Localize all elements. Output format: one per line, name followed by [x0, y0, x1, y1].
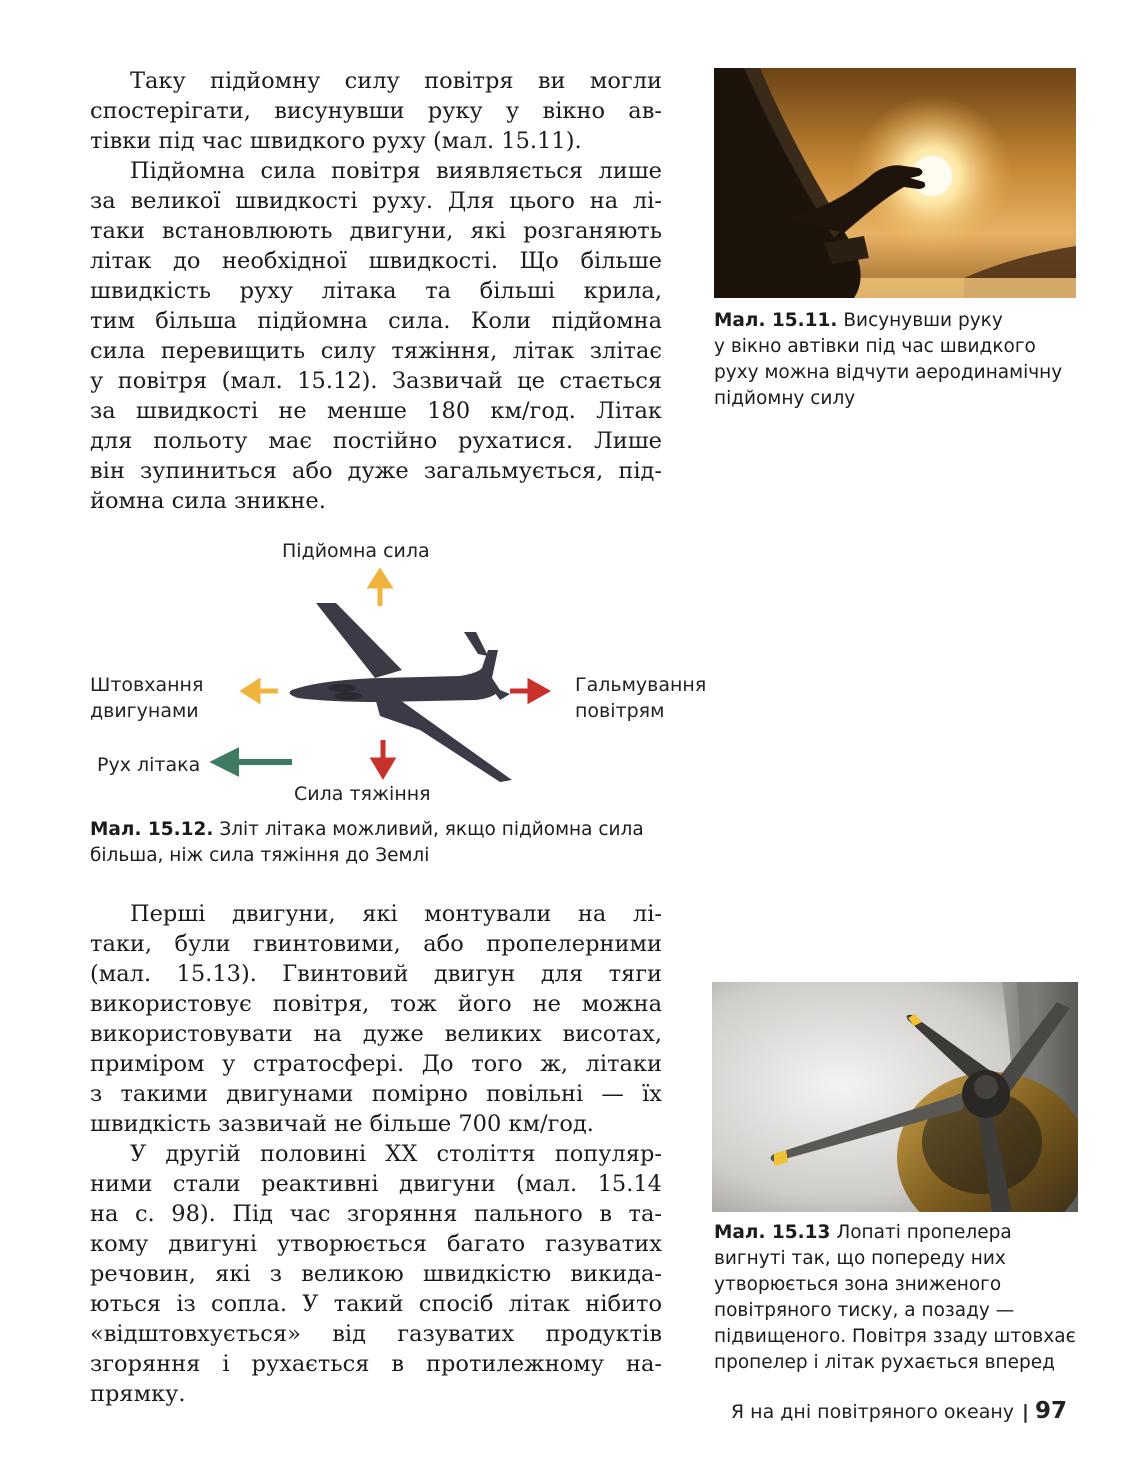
caption-line: у вікно автівки під час швидкого — [714, 336, 1036, 357]
paragraph-line: використовує повітря, тож його не можна — [90, 991, 662, 1017]
airplane-icon — [290, 603, 512, 782]
lift-arrow-icon — [371, 572, 389, 606]
paragraph-line: використовувати на дуже великих висотах, — [90, 1021, 662, 1047]
paragraph-line: таки встановлюють двигуни, які розганяють — [90, 218, 662, 244]
drag-arrow-icon — [510, 682, 546, 700]
caption-line: Мал. 15.13 Лопаті пропелера — [714, 1222, 1012, 1243]
thrust-arrow-icon — [244, 682, 278, 700]
caption-label: Мал. 15.13 — [714, 1222, 831, 1243]
paragraph-line: ються із сопла. У такий спосіб літак нібито — [90, 1291, 662, 1317]
paragraph-line: прямку. — [90, 1381, 186, 1407]
paragraph-3 — [90, 899, 662, 1139]
paragraph-line: з такими двигунами помірно повільні — їх — [90, 1081, 662, 1107]
paragraph-line: У другій половині XX століття популяр- — [130, 1141, 662, 1167]
page-number: 97 — [1034, 1398, 1067, 1424]
caption-line: вигнуті так, що попереду них — [714, 1248, 1006, 1269]
paragraph-line: сила перевищить силу тяжіння, літак злітає — [90, 338, 662, 364]
hand-out-window-photo — [714, 68, 1076, 298]
motion-label: Рух літака — [97, 754, 201, 776]
paragraph-line: Підйомна сила повітря виявляється лише — [130, 158, 662, 184]
thrust-label: Штовхання двигунами — [90, 674, 204, 722]
paragraph-line: тівки під час швидкого руху (мал. 15.11). — [90, 128, 582, 154]
figure-15-12-caption — [90, 817, 670, 869]
paragraph-line: літак до необхідної швидкості. Що більше — [90, 248, 662, 274]
lift-label: Підйомна сила — [282, 540, 430, 562]
page-footer — [731, 1398, 1067, 1424]
paragraph-line: для польоту має постійно рухатися. Лише — [90, 428, 662, 454]
motion-arrow-icon — [216, 752, 292, 772]
paragraph-line: йомна сила зникне. — [90, 488, 326, 514]
paragraph-line: за швидкості не менше 180 км/год. Літак — [90, 398, 662, 424]
paragraph-line: у повітря (мал. 15.12). Зазвичай це стається — [90, 368, 662, 394]
caption-line: руху можна відчути аеродинамічну — [714, 362, 1063, 383]
paragraph-line: Перші двигуни, які монтували на лі- — [130, 901, 662, 927]
drag-label: Гальмування повітрям — [575, 674, 707, 722]
paragraph-line: він зупиниться або дуже загальмується, під- — [90, 458, 662, 484]
paragraph-line: спостерігати, висунувши руку у вікно ав- — [90, 98, 662, 124]
gravity-label: Сила тяжіння — [294, 783, 431, 805]
caption-line: підвищеного. Повітря ззаду штовхає — [714, 1326, 1076, 1347]
propeller-photo — [712, 982, 1078, 1212]
paragraph-line: таки, були гвинтовими, або пропелерними — [90, 931, 662, 957]
caption-line: більша, ніж сила тяжіння до Землі — [90, 845, 430, 866]
paragraph-line: речовин, які з великою швидкістю викида- — [90, 1261, 662, 1287]
paragraph-line: на с. 98). Під час згоряння пального в та- — [90, 1201, 662, 1227]
footer-separator: | — [1022, 1401, 1029, 1423]
figure-15-13-caption — [714, 1220, 1094, 1376]
caption-line: утворюється зона зниженого — [714, 1274, 1002, 1295]
running-title: Я на дні повітряного океану — [730, 1401, 1015, 1423]
caption-line: Мал. 15.12. Зліт літака можливий, якщо підйомна сила — [90, 819, 644, 840]
caption-line: пропелер і літак рухається вперед — [714, 1352, 1055, 1373]
caption-line: підйомну силу — [714, 388, 856, 409]
paragraph-line: Таку підйомну силу повітря ви могли — [130, 68, 662, 94]
caption-label: Мал. 15.11. — [714, 310, 838, 331]
gravity-arrow-icon — [374, 740, 392, 775]
caption-line: Мал. 15.11. Висунувши руку — [714, 310, 1003, 331]
paragraph-line: тим більша підйомна сила. Коли підйомна — [90, 308, 662, 334]
paragraph-line: приміром у стратосфері. До того ж, літаки — [90, 1051, 662, 1077]
paragraph-line: швидкість руху літака та більші крила, — [90, 278, 662, 304]
paragraph-line: кому двигуні утворюється багато газуватих — [90, 1231, 662, 1257]
paragraph-line: за великої швидкості руху. Для цього на лі- — [90, 188, 662, 214]
paragraph-1 — [90, 66, 662, 156]
paragraph-line: швидкість зазвичай не більше 700 км/год. — [90, 1111, 594, 1137]
caption-line: повітряного тиску, а позаду — — [714, 1300, 1015, 1321]
paragraph-line: згоряння і рухається в протилежному на- — [90, 1351, 662, 1377]
paragraph-line: «відштовхується» від газуватих продуктів — [90, 1321, 662, 1347]
caption-label: Мал. 15.12. — [90, 819, 214, 840]
figure-15-11-caption — [714, 308, 1094, 412]
paragraph-2 — [90, 156, 662, 516]
paragraph-4 — [90, 1139, 662, 1409]
paragraph-line: (мал. 15.13). Гвинтовий двигун для тяги — [90, 961, 662, 987]
paragraph-line: ними стали реактивні двигуни (мал. 15.14 — [90, 1171, 662, 1197]
